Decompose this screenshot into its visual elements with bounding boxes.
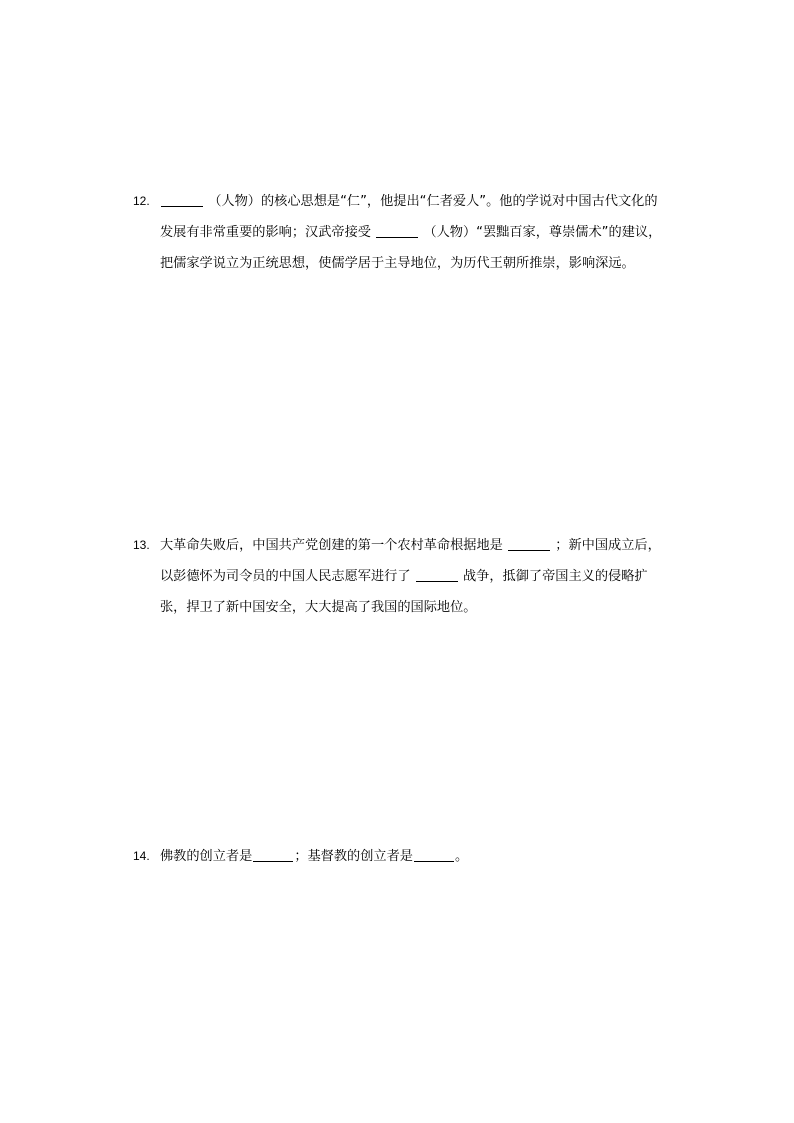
answer-blank <box>161 193 203 207</box>
answer-blank <box>416 568 458 582</box>
question-number: 14. <box>133 849 150 863</box>
answer-blank <box>253 848 293 862</box>
question-text-part: 。 <box>455 849 469 864</box>
question-12 <box>133 186 663 279</box>
answer-blank <box>414 848 454 862</box>
answer-blank <box>376 224 418 238</box>
question-14 <box>133 841 663 872</box>
question-text <box>160 186 663 279</box>
question-text-part: ；基督教的创立者是 <box>294 849 413 864</box>
question-number: 13. <box>133 538 150 552</box>
question-text-part: 战争，抵御了帝国主义的侵略扩张，捍卫了新中国安全，大大提高了我国的国际地位。 <box>160 569 648 615</box>
question-number: 12. <box>133 194 150 208</box>
question-text-part: 大革命失败后，中国共产党创建的第一个农村革命根据地是 <box>160 538 508 553</box>
question-text <box>160 530 663 623</box>
question-text-part: （人物）“罢黜百家，尊崇儒术”的建议，把儒家学说立为正统思想，使儒学居于主导地位，为历代王朝所推崇，影响深远。 <box>160 225 662 271</box>
question-text <box>160 841 663 872</box>
question-text-part: ；新中国成立后，以彭德怀为司令员的中国人民志愿军进行了 <box>160 538 661 584</box>
question-text-part: 佛教的创立者是 <box>160 849 253 864</box>
answer-blank <box>508 537 550 551</box>
question-13 <box>133 530 663 623</box>
question-text-part: （人物）的核心思想是“仁”，他提出“仁者爱人”。他的学说对中国古代文化的发展有非常重要的影响；汉武帝接受 <box>160 194 658 240</box>
